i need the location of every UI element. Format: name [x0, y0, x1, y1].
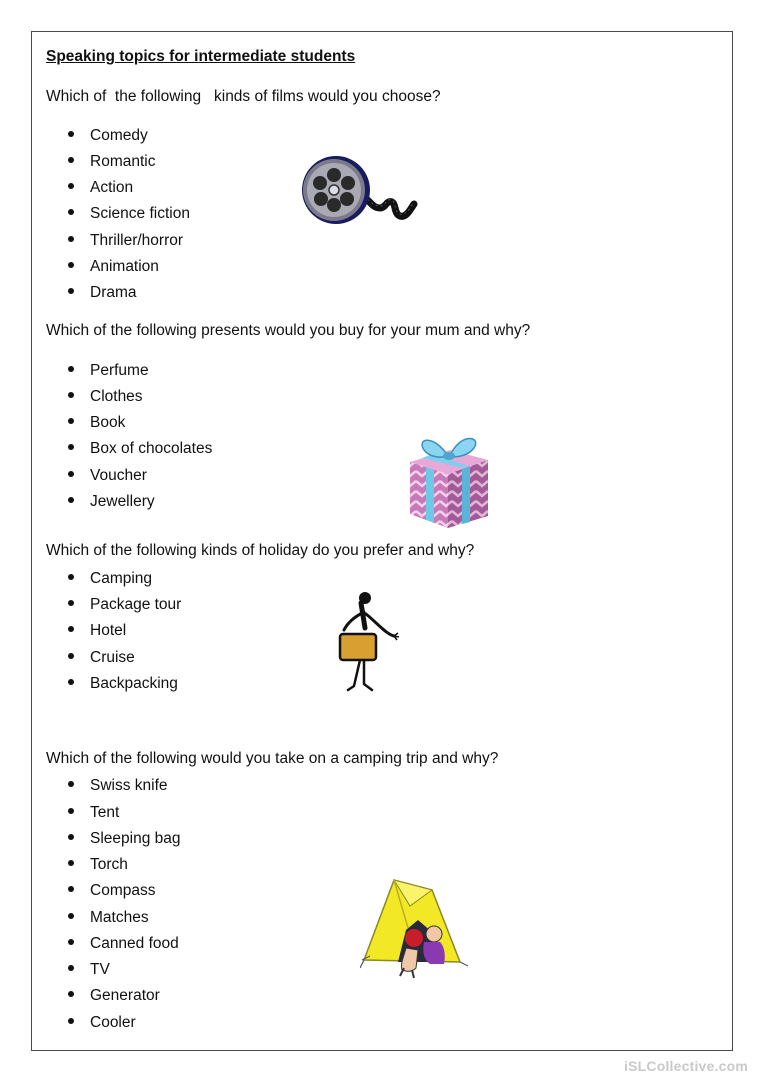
- list-item: Sleeping bag: [68, 829, 181, 849]
- list-item: Cooler: [68, 1013, 136, 1033]
- traveller-with-suitcase-icon: [334, 590, 404, 698]
- list-item: Voucher: [68, 466, 147, 486]
- list-item: Action: [68, 178, 133, 198]
- list-item: Comedy: [68, 126, 148, 146]
- list-item: Generator: [68, 986, 160, 1006]
- list-item: Hotel: [68, 621, 126, 641]
- list-item: Swiss knife: [68, 776, 168, 796]
- film-reel-icon: [300, 148, 420, 236]
- list-item: Clothes: [68, 387, 143, 407]
- list-item: Thriller/horror: [68, 231, 183, 251]
- list-item: Matches: [68, 908, 149, 928]
- tent-with-campers-icon: [360, 876, 472, 980]
- list-item: Jewellery: [68, 492, 155, 512]
- list-item: TV: [68, 960, 110, 980]
- list-item: Cruise: [68, 648, 135, 668]
- list-item: Drama: [68, 283, 137, 303]
- list-item: Camping: [68, 569, 152, 589]
- gift-box-icon: [404, 428, 494, 532]
- list-item: Romantic: [68, 152, 155, 172]
- list-item: Canned food: [68, 934, 179, 954]
- question-films: Which of the following kinds of films would you choose?: [46, 88, 441, 105]
- list-item: Perfume: [68, 361, 149, 381]
- question-presents: Which of the following presents would you buy for your mum and why?: [46, 322, 531, 339]
- list-item: Book: [68, 413, 125, 433]
- list-item: Compass: [68, 881, 155, 901]
- list-item: Science fiction: [68, 204, 190, 224]
- list-item: Animation: [68, 257, 159, 277]
- list-item: Box of chocolates: [68, 439, 212, 459]
- list-item: Backpacking: [68, 674, 178, 694]
- list-item: Torch: [68, 855, 128, 875]
- question-holiday: Which of the following kinds of holiday do you prefer and why?: [46, 542, 475, 559]
- list-item: Package tour: [68, 595, 181, 615]
- list-item: Tent: [68, 803, 119, 823]
- watermark: iSLCollective.com: [624, 1058, 748, 1074]
- question-camping-trip: Which of the following would you take on a camping trip and why?: [46, 750, 499, 767]
- worksheet-title: Speaking topics for intermediate students: [46, 48, 356, 65]
